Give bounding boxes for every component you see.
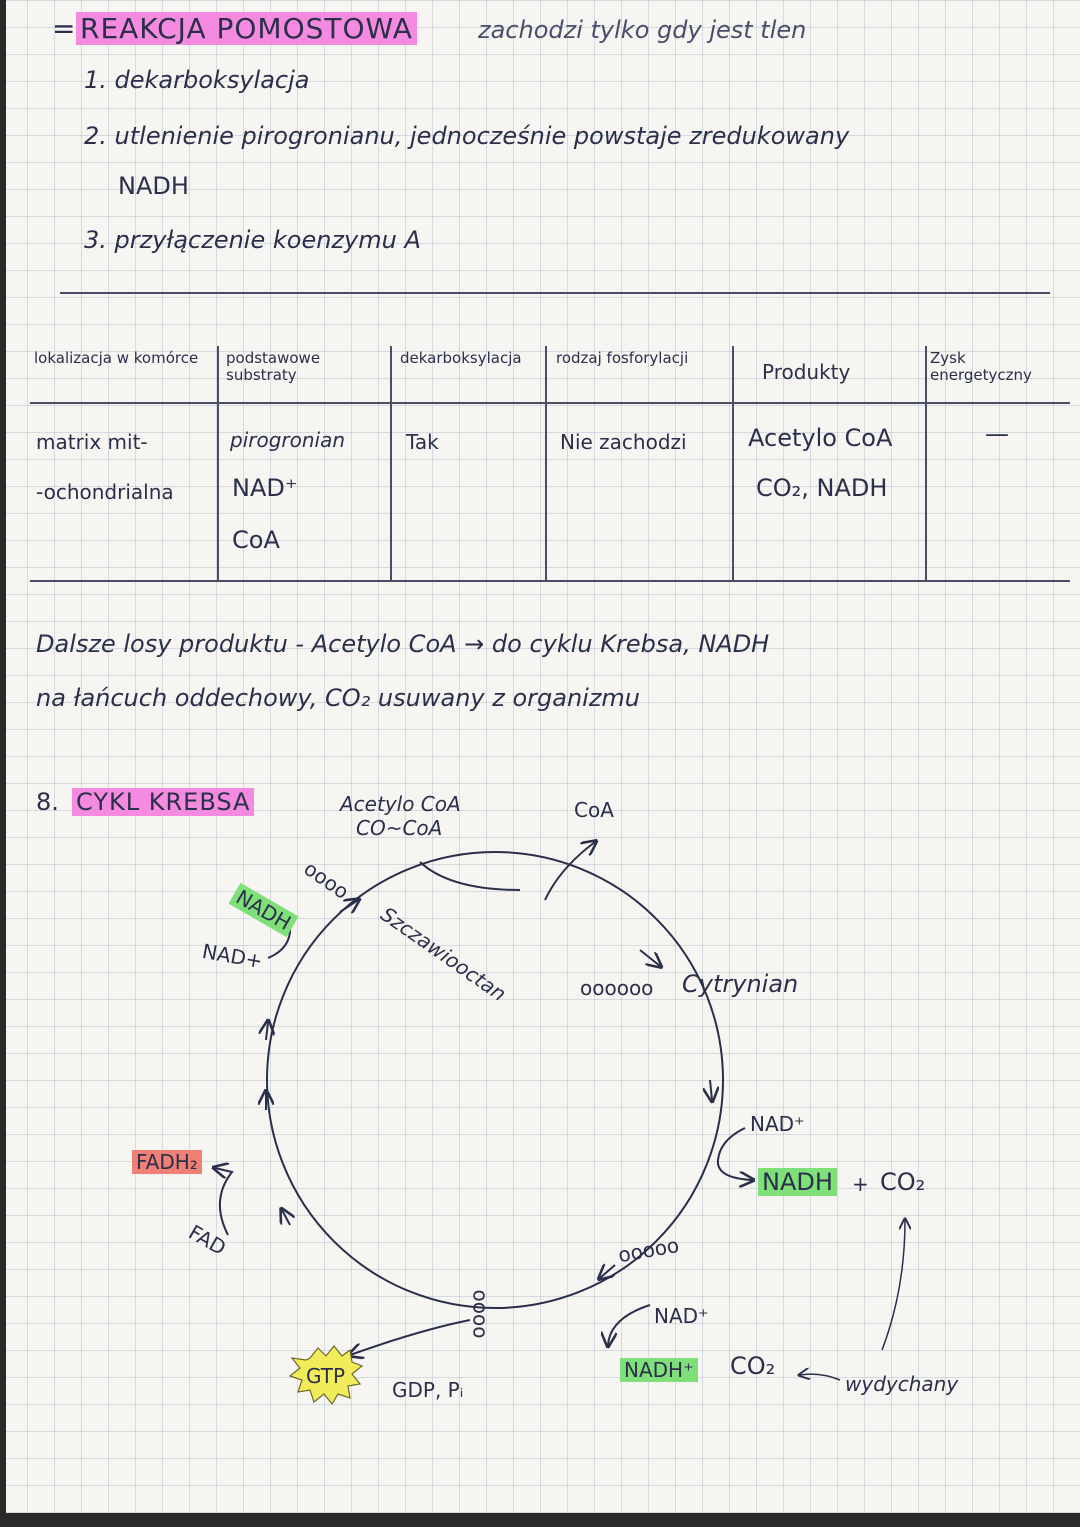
cell-substrate-2: NAD⁺ (232, 474, 298, 502)
cycle-arrow-2 (710, 1080, 712, 1100)
oxaloacetate-carbons: oooo (299, 856, 354, 904)
step-2-cont: NADH (118, 172, 189, 200)
step-1: 1. dekarboksylacja (84, 66, 310, 94)
step2-nad-in: NAD⁺ (654, 1304, 709, 1328)
th-substrates: podstawowe substraty (226, 349, 321, 384)
citrate-label: Cytrynian (682, 970, 799, 998)
further-line-2: na łańcuch oddechowy, CO₂ usuwany z organizmu (36, 684, 641, 712)
cell-decarboxylation: Tak (406, 430, 439, 454)
cycle-arrow-4 (282, 1210, 290, 1225)
gdp-label: GDP, Pᵢ (392, 1378, 464, 1402)
left-nadh-text: NADH (228, 883, 298, 937)
cell-product-1: Acetylo CoA (748, 424, 893, 452)
gtp-label: GTP (306, 1364, 346, 1388)
fadh2-text: FADH₂ (132, 1150, 202, 1174)
cell-gain: — (985, 420, 1009, 448)
c4-carbons: oooo (468, 1289, 493, 1339)
cycle-arrow-6 (266, 1022, 268, 1040)
step1-plus: + (852, 1172, 869, 1196)
c5-carbons: ooooo (616, 1232, 681, 1268)
further-line-1: Dalsze losy produktu - Acetylo CoA → do cyklu Krebsa, NADH (36, 630, 770, 658)
cell-substrate-1: pirogronian (230, 428, 346, 452)
cell-product-2: CO₂, NADH (756, 474, 888, 502)
step1-co2: CO₂ (880, 1168, 926, 1196)
heading-marker: = (52, 12, 76, 45)
acetyl-coa-label: Acetylo CoA (340, 792, 461, 816)
cycle-arrow-1 (640, 950, 660, 966)
fadh2-label (132, 1150, 202, 1174)
step-3: 3. przyłączenie koenzymu A (84, 226, 421, 254)
cell-substrate-3: CoA (232, 526, 280, 554)
heading-title: REAKCJA POMOSTOWA (76, 12, 417, 45)
fad-arrow (215, 1168, 232, 1235)
acetyl-coa-label-2: CO~CoA (356, 816, 443, 840)
heading-note: zachodzi tylko gdy jest tlen (478, 16, 807, 44)
step2-co2: CO₂ (730, 1352, 776, 1380)
heading2-title: CYKL KREBSA (72, 788, 254, 816)
coa-out-label: CoA (574, 798, 614, 822)
step1-nadh-out (758, 1168, 837, 1196)
cell-phosphorylation: Nie zachodzi (560, 430, 687, 454)
nad-step1-arrow (718, 1128, 752, 1180)
step2-nadh-out (620, 1358, 698, 1382)
exhaled-arrow (882, 1220, 905, 1350)
gdp-gtp-arrow (350, 1320, 470, 1355)
exhaled-arrow-2 (800, 1374, 840, 1380)
cycle-arrow-7 (340, 900, 358, 912)
th-decarboxylation: dekarboksylacja (400, 349, 522, 367)
nad-step2-arrow (608, 1305, 650, 1345)
exhaled-label: wydychany (845, 1372, 959, 1396)
cell-location-1: matrix mit- (36, 430, 148, 454)
step-2: 2. utlenienie pirogronianu, jednocześnie powstaje zredukowany (84, 122, 850, 150)
oxaloacetate-label: Szczawiooctan (376, 901, 511, 1007)
notebook-bottom-edge (0, 1513, 1080, 1527)
th-location: lokalizacja w komórce (34, 349, 199, 367)
acetyl-entry-line (420, 862, 520, 890)
cell-location-2: -ochondrialna (36, 480, 174, 504)
step2-nadh-text: NADH⁺ (620, 1358, 698, 1382)
th-gain: Zysk energetyczny (930, 349, 1032, 384)
th-phosphorylation: rodzaj fosforylacji (556, 349, 689, 367)
fad-label: FAD (184, 1219, 231, 1261)
step1-nadh-text: NADH (758, 1168, 837, 1196)
citrate-carbons: oooooo (580, 976, 654, 1000)
left-nad-label: NAD+ (200, 938, 265, 974)
heading2-number: 8. (36, 788, 59, 816)
step1-nad-in: NAD⁺ (750, 1112, 805, 1136)
th-products: Produkty (762, 360, 851, 384)
